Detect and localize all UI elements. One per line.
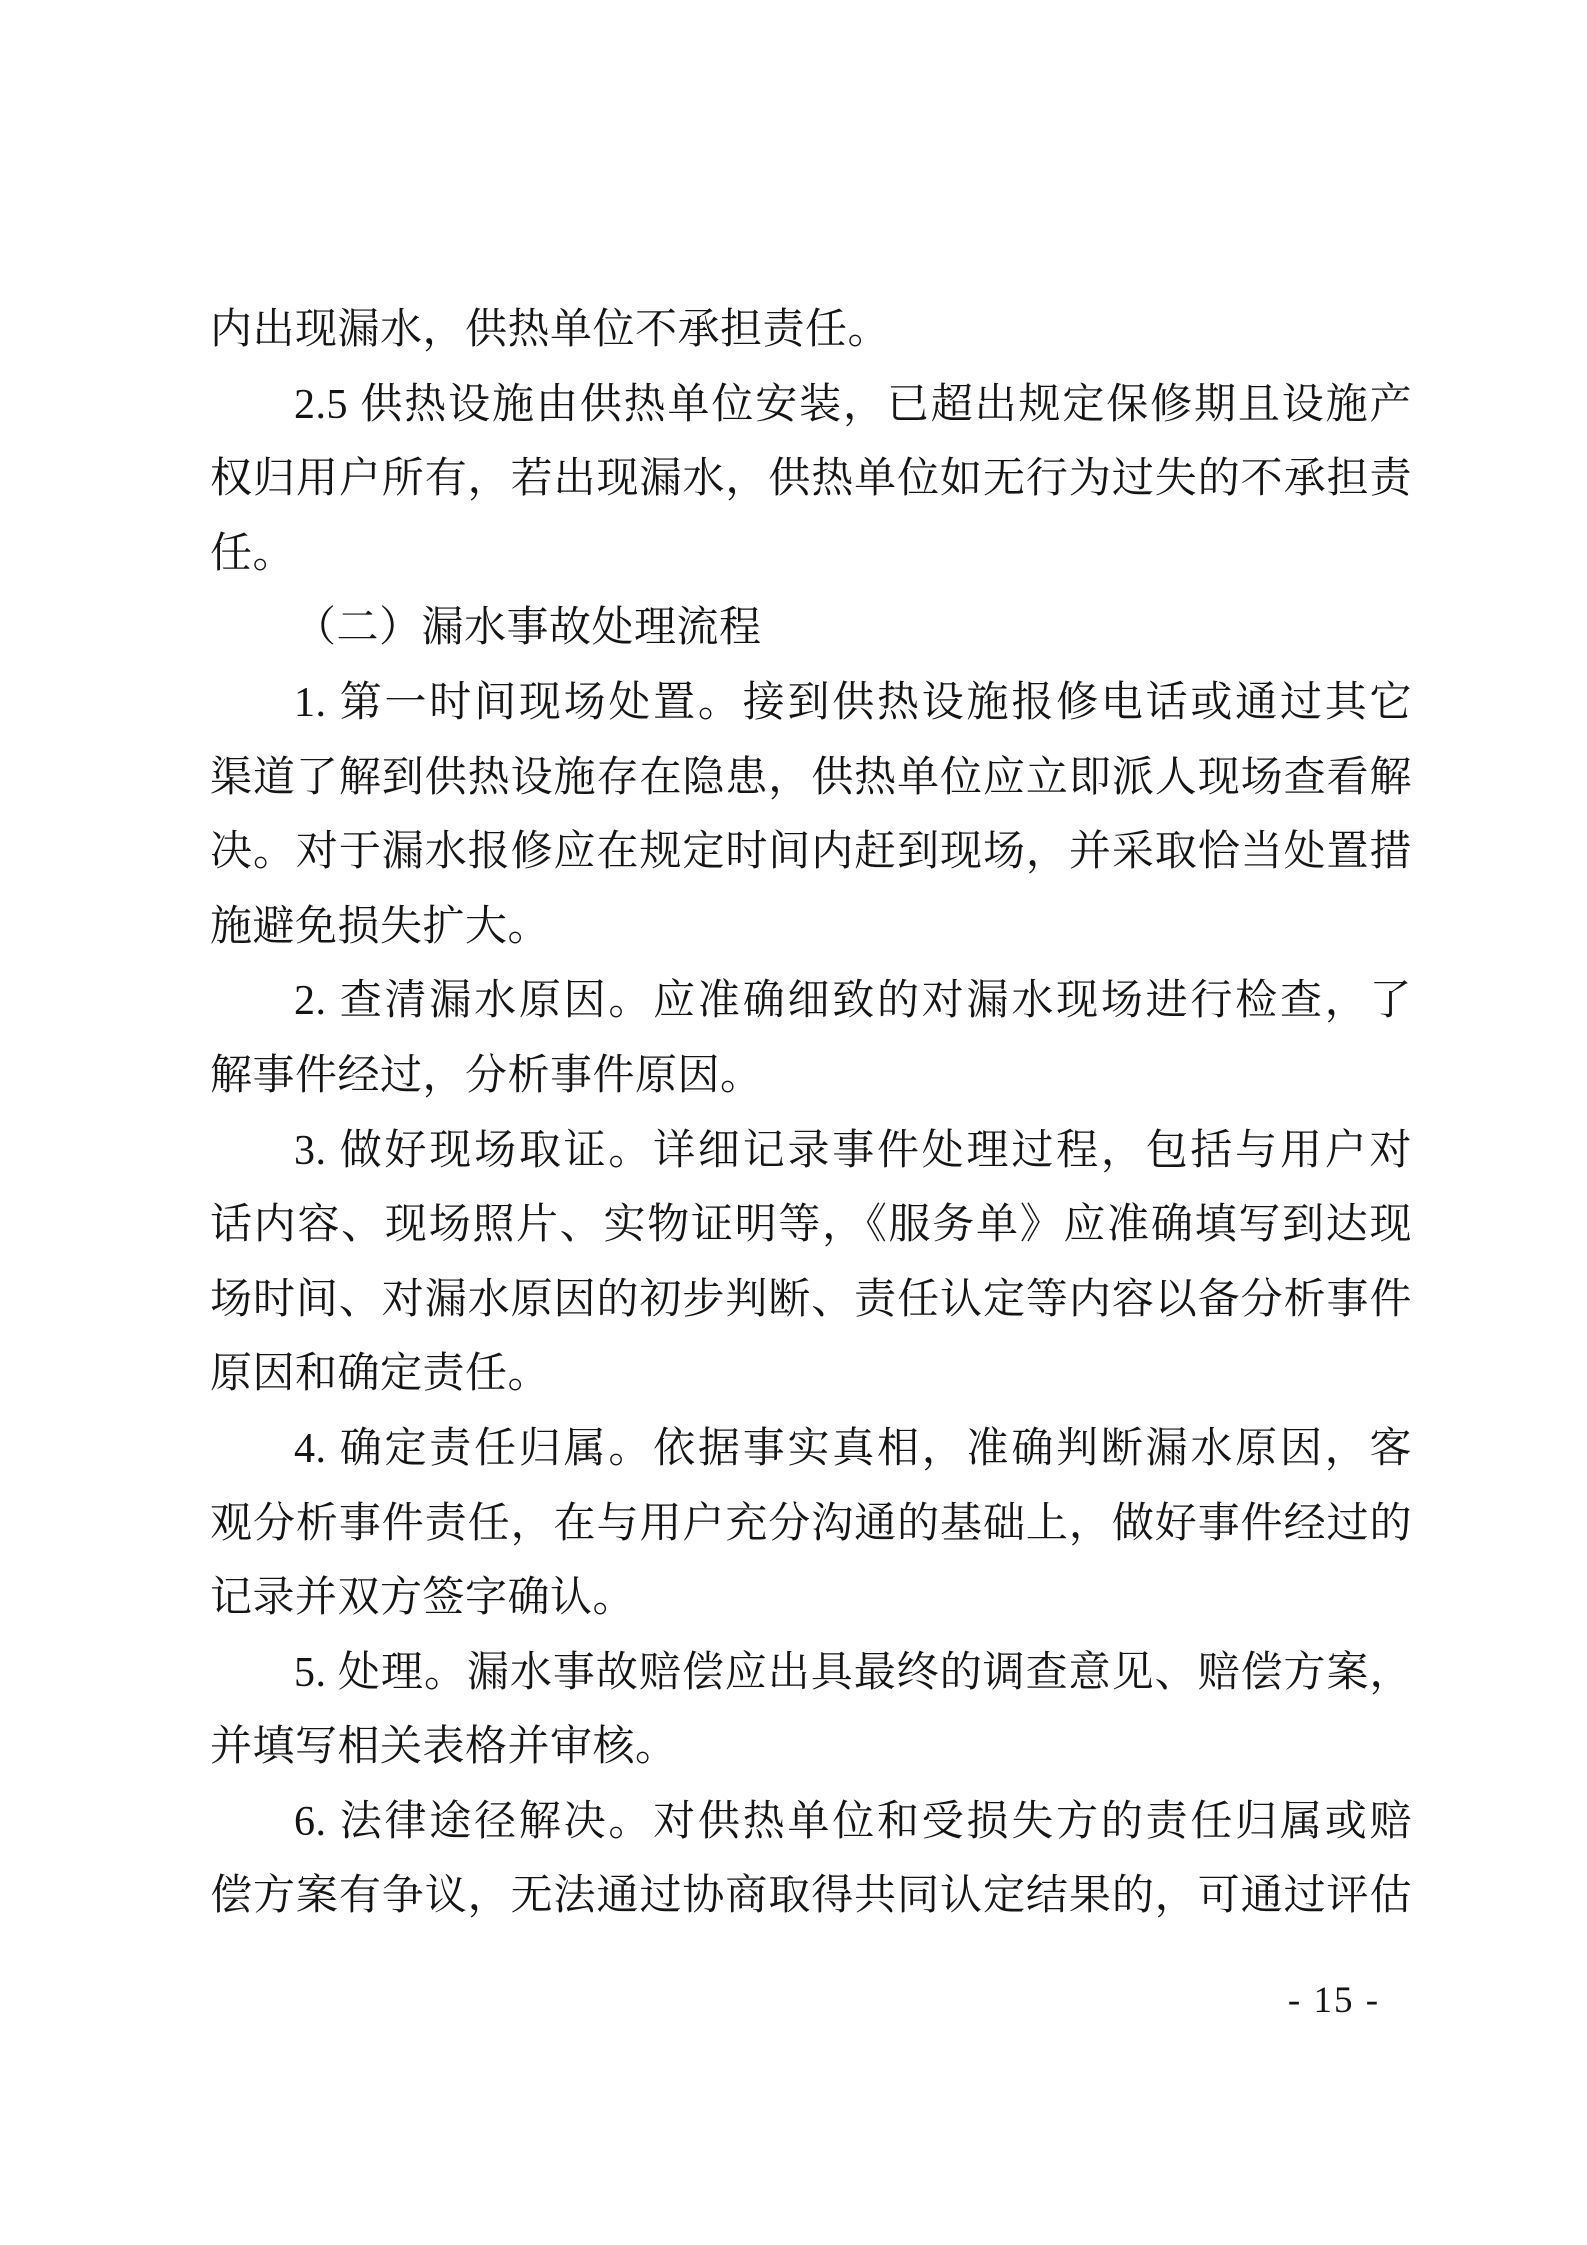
text-line: 原因和确定责任。 <box>210 1351 551 1398</box>
text-line: 2.5 供热设施由供热单位安装，已超出规定保修期且设施产 <box>294 381 1412 428</box>
text-line: 观分析事件责任，在与用户充分沟通的基础上，做好事件经过的 <box>210 1500 1412 1547</box>
text-line: 4. 确定责任归属。依据事实真相，准确判断漏水原因，客 <box>294 1425 1412 1472</box>
text-line: 渠道了解到供热设施存在隐患，供热单位应立即派人现场查看解 <box>210 754 1412 801</box>
text-line: 权归用户所有，若出现漏水，供热单位如无行为过失的不承担责 <box>210 456 1412 503</box>
section-heading: （二）漏水事故处理流程 <box>294 605 762 652</box>
text-line: 并填写相关表格并审核。 <box>210 1724 678 1771</box>
text-line: 任。 <box>210 530 296 577</box>
text-line: 话内容、现场照片、实物证明等，《服务单》应准确填写到达现 <box>210 1202 1412 1249</box>
text-line: 内出现漏水，供热单位不承担责任。 <box>210 307 891 353</box>
document-body <box>210 293 1412 1934</box>
text-line: 3. 做好现场取证。详细记录事件处理过程，包括与用户对 <box>294 1127 1412 1174</box>
text-line: 5. 处理。漏水事故赔偿应出具最终的调查意见、赔偿方案， <box>294 1649 1412 1696</box>
text-line: 施避免损失扩大。 <box>210 903 551 950</box>
text-line: 1. 第一时间现场处置。接到供热设施报修电话或通过其它 <box>294 679 1412 726</box>
text-line: 记录并双方签字确认。 <box>210 1575 636 1622</box>
text-line: 决。对于漏水报修应在规定时间内赶到现场，并采取恰当处置措 <box>210 829 1412 876</box>
text-line: 2. 查清漏水原因。应准确细致的对漏水现场进行检查，了 <box>294 978 1412 1025</box>
text-line: 偿方案有争议，无法通过协商取得共同认定结果的，可通过评估 <box>210 1873 1412 1920</box>
page-number: - 15 - <box>1287 1980 1381 2021</box>
text-line: 6. 法律途径解决。对供热单位和受损失方的责任归属或赔 <box>294 1798 1412 1845</box>
text-line: 解事件经过，分析事件原因。 <box>210 1052 763 1099</box>
text-line: 场时间、对漏水原因的初步判断、责任认定等内容以备分析事件 <box>210 1276 1412 1323</box>
